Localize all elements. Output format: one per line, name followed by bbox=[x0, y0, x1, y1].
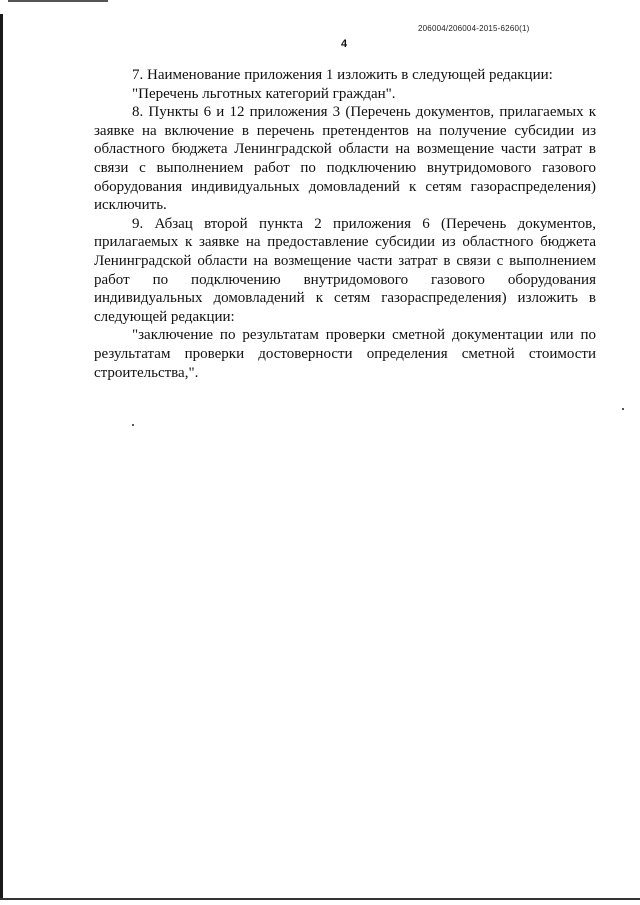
paragraph-7-title: "Перечень льготных категорий граждан". bbox=[132, 85, 396, 102]
paragraph-9-quote: "заключение по результатам проверки сметной документации или по результатам проверки достоверности определения сметной стоимости строительства,". bbox=[94, 327, 596, 381]
document-body bbox=[94, 66, 596, 382]
paragraph-9: 9. Абзац второй пункта 2 приложения 6 (Перечень документов, прилагаемых к заявке на предоставление субсидии из областного бюджета Ленинградской области на возмещение части затрат в связи с выполнением работ по подключению внутридомового газового оборудования индивидуальных домовладений к сетям газораспределения) изложить в следующей редакции: bbox=[94, 215, 596, 325]
registration-number: 206004/206004-2015-6260(1) bbox=[418, 24, 530, 33]
paragraph-7: 7. Наименование приложения 1 изложить в следующей редакции: bbox=[132, 67, 553, 83]
scan-speck bbox=[132, 424, 134, 426]
scan-top-edge bbox=[8, 0, 108, 2]
scan-bottom-edge bbox=[0, 898, 640, 900]
scan-speck bbox=[622, 408, 624, 410]
paragraph-8: 8. Пункты 6 и 12 приложения 3 (Перечень документов, прилагаемых к заявке на включение в перечень претендентов на получение субсидии из областного бюджета Ленинградской области на возмещение части затрат в связи с выполнением работ по подключению внутридомового газового оборудования индивидуальных домовладений к сетям газораспределения) исключить. bbox=[94, 104, 596, 214]
page-number: 4 bbox=[340, 38, 348, 50]
scan-left-edge bbox=[0, 14, 3, 899]
